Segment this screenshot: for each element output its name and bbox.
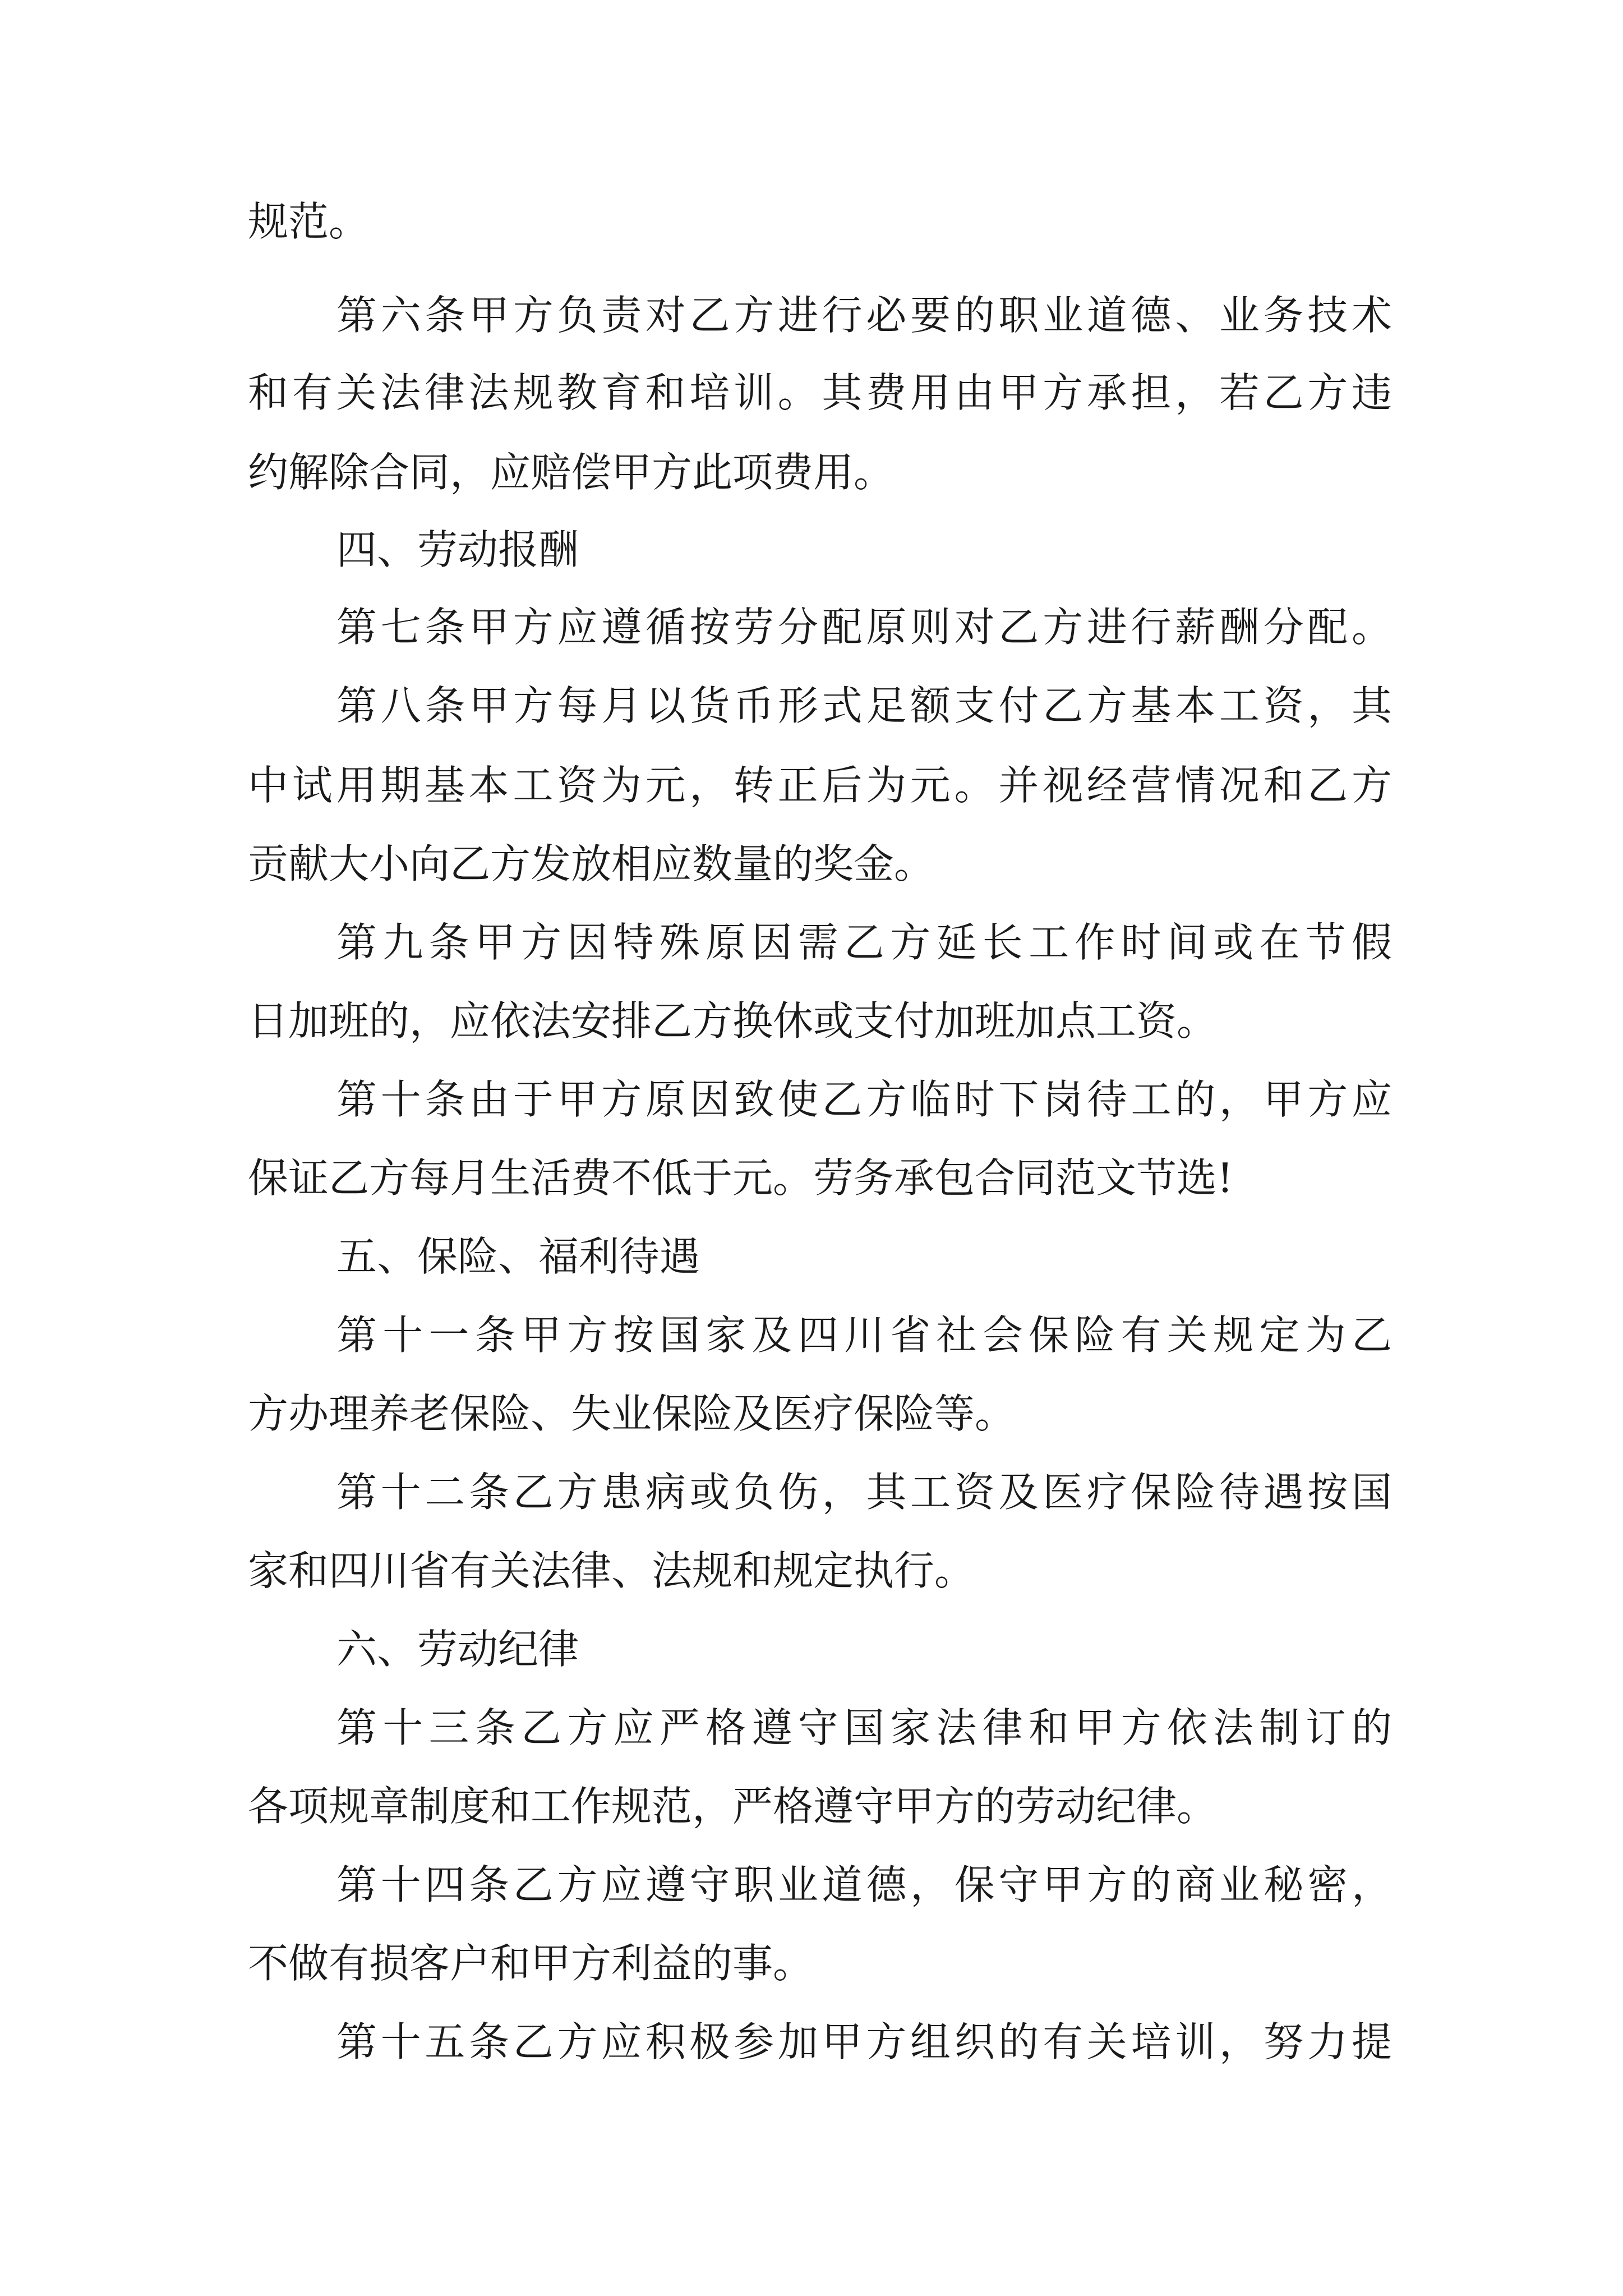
text-line: 第十五条乙方应积极参加甲方组织的有关培训，努力提 <box>336 2018 1392 2065</box>
text-line: 不做有损客户和甲方利益的事。 <box>248 1940 814 1987</box>
text-line: 中试用期基本工资为元，转正后为元。并视经营情况和乙方 <box>248 762 1392 809</box>
text-line: 四、劳动报酬 <box>336 526 579 573</box>
text-line: 家和四川省有关法律、法规和规定执行。 <box>248 1547 975 1594</box>
text-line: 六、劳动纪律 <box>336 1626 579 1673</box>
text-line: 第十三条乙方应严格遵守国家法律和甲方依法制订的 <box>336 1704 1392 1751</box>
text-line: 第六条甲方负责对乙方进行必要的职业道德、业务技术 <box>336 292 1392 339</box>
text-line: 各项规章制度和工作规范，严格遵守甲方的劳动纪律。 <box>248 1783 1218 1830</box>
text-line: 第十二条乙方患病或负伤，其工资及医疗保险待遇按国 <box>336 1469 1392 1516</box>
text-line: 第八条甲方每月以货币形式足额支付乙方基本工资，其 <box>336 682 1392 729</box>
text-line: 第十四条乙方应遵守职业道德，保守甲方的商业秘密， <box>336 1861 1392 1908</box>
text-line: 贡献大小向乙方发放相应数量的奖金。 <box>248 840 935 887</box>
text-line: 保证乙方每月生活费不低于元。劳务承包合同范文节选! <box>248 1154 1233 1202</box>
text-line: 和有关法律法规教育和培训。其费用由甲方承担，若乙方违 <box>248 369 1392 416</box>
text-line: 五、保险、福利待遇 <box>336 1233 700 1280</box>
text-line: 第九条甲方因特殊原因需乙方延长工作时间或在节假 <box>336 919 1392 966</box>
text-line: 规范。 <box>248 198 370 245</box>
text-line: 日加班的，应依法安排乙方换休或支付加班加点工资。 <box>248 997 1218 1045</box>
text-line: 第十条由于甲方原因致使乙方临时下岗待工的，甲方应 <box>336 1076 1392 1123</box>
text-line: 第七条甲方应遵循按劳分配原则对乙方进行薪酬分配。 <box>336 604 1392 651</box>
text-line: 方办理养老保险、失业保险及医疗保险等。 <box>248 1390 1016 1437</box>
text-line: 第十一条甲方按国家及四川省社会保险有关规定为乙 <box>336 1312 1392 1359</box>
text-line: 约解除合同，应赔偿甲方此项费用。 <box>248 449 895 496</box>
